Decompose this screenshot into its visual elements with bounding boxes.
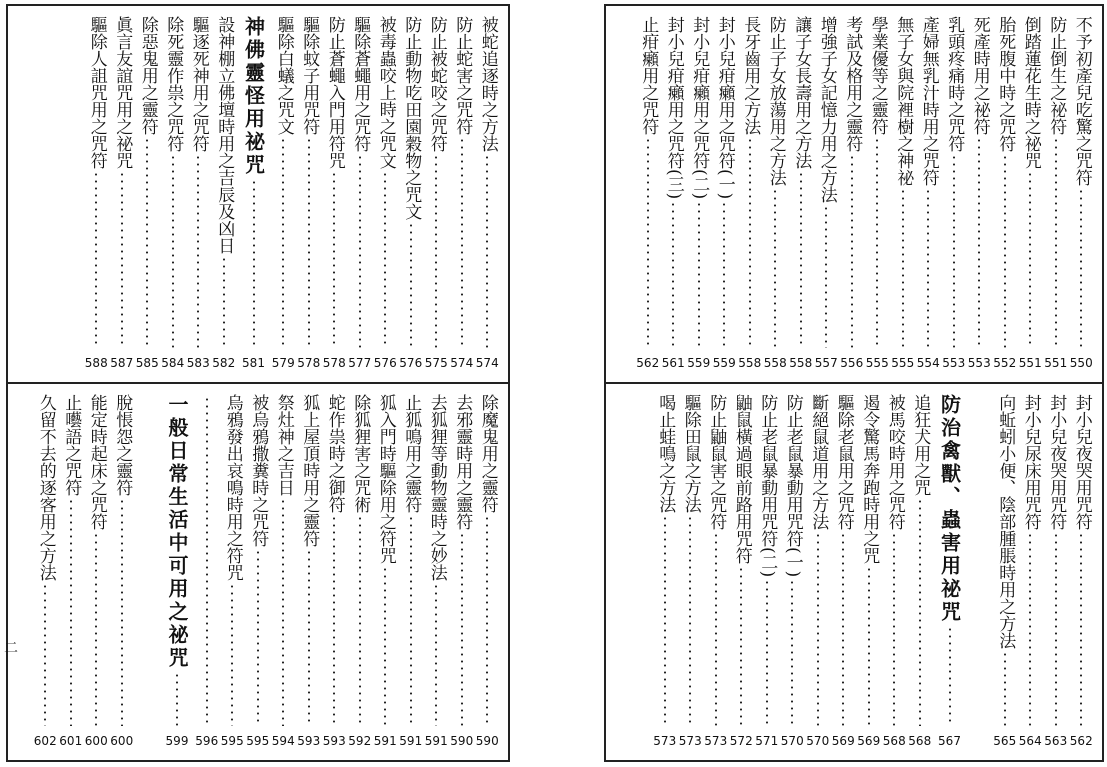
- entry-title: 增強子女記憶力用之方法: [816, 16, 837, 203]
- section-title: 一般日常生活中可用之祕咒: [165, 394, 189, 670]
- left-page: [0, 0, 520, 767]
- toc-entry: [271, 16, 297, 374]
- toc-entry: [220, 394, 246, 752]
- page-number: 552: [993, 356, 1017, 370]
- page-number: 584: [161, 356, 185, 370]
- page-number: 567: [938, 734, 961, 748]
- toc-entry: [967, 394, 993, 752]
- dot-leader: [461, 137, 463, 348]
- page-number: 600: [110, 734, 134, 748]
- page-number: 558: [789, 356, 813, 370]
- entry-title: 封小兒尿床用咒符: [1020, 394, 1041, 530]
- page-number: 600: [84, 734, 108, 748]
- entry-title: 能定時起床之咒符: [86, 394, 107, 530]
- page-number: 562: [1069, 734, 1093, 748]
- entry-title: 被馬咬時用之咒符: [884, 394, 905, 530]
- page-number: 558: [738, 356, 762, 370]
- dot-leader: [647, 137, 649, 348]
- section-heading: [237, 16, 271, 374]
- page-number: 568: [908, 734, 932, 748]
- page-number: 573: [653, 734, 677, 748]
- dot-leader: [435, 154, 437, 348]
- page-number: 568: [882, 734, 906, 748]
- dot-leader: [868, 566, 870, 726]
- entry-title: 去狐狸等動物靈時之妙法: [426, 394, 447, 581]
- entry-title: 產婦無乳汁時用之咒符: [918, 16, 939, 186]
- toc-columns: [18, 394, 500, 752]
- dot-leader: [800, 171, 802, 348]
- dot-leader: [384, 566, 386, 726]
- toc-entry: [856, 394, 882, 752]
- dot-leader: [1004, 154, 1006, 348]
- page-number: 573: [704, 734, 728, 748]
- entry-title: 驅除蒼蠅用之咒符: [350, 16, 371, 152]
- dot-leader: [919, 498, 921, 726]
- page-number: 570: [780, 734, 804, 748]
- dot-leader: [231, 583, 233, 726]
- entry-title: 追狂犬用之咒: [910, 394, 931, 496]
- dot-leader: [223, 256, 225, 348]
- page-number: 557: [814, 356, 838, 370]
- entry-title: 驅除田鼠之方法: [680, 394, 701, 513]
- dot-leader: [253, 179, 255, 348]
- page-number: 554: [916, 356, 940, 370]
- dot-leader: [876, 137, 878, 348]
- page-number: 591: [373, 734, 397, 748]
- entry-title: 死產時用之祕符: [969, 16, 990, 135]
- dot-leader: [902, 188, 904, 348]
- entry-title: 封小兒夜哭用咒符: [1071, 394, 1092, 530]
- page-number: 572: [729, 734, 753, 748]
- toc-entry: [475, 16, 501, 374]
- page-number: 564: [1018, 734, 1042, 748]
- dot-leader: [774, 188, 776, 348]
- dot-leader: [121, 498, 123, 726]
- toc-entry: [424, 16, 450, 374]
- toc-entry: [865, 16, 891, 374]
- entry-title: 防止鼬鼠害之咒符: [706, 394, 727, 530]
- page-number: 561: [661, 356, 685, 370]
- entry-title: 狐上屋頂時用之靈符: [299, 394, 320, 547]
- dot-leader: [486, 515, 488, 726]
- dot-leader: [715, 532, 717, 726]
- dot-leader: [817, 532, 819, 726]
- dot-leader: [410, 515, 412, 726]
- entry-title: 斷絕鼠道用之方法: [808, 394, 829, 530]
- entry-title: 防止蒼蠅入門用符咒: [324, 16, 345, 169]
- dot-leader: [825, 205, 827, 348]
- entry-title: 蛇作祟時之御符: [324, 394, 345, 513]
- entry-title: 倒踏蓮花生時之祕咒: [1020, 16, 1041, 169]
- right-bottom-panel: [606, 384, 1102, 758]
- toc-entry: [992, 16, 1018, 374]
- page-number: 594: [271, 734, 295, 748]
- page-number: 593: [297, 734, 321, 748]
- dot-leader: [121, 171, 123, 348]
- page-number: 574: [450, 356, 474, 370]
- entry-title: 驅逐死神用之咒符: [188, 16, 209, 152]
- entry-title: 防止動物吃田園穀物之咒文: [401, 16, 422, 220]
- dot-leader: [953, 154, 955, 348]
- dot-leader: [740, 566, 742, 726]
- toc-entry: [831, 394, 857, 752]
- entry-title: 脫悵怨之靈符: [112, 394, 133, 496]
- toc-entry: [347, 16, 373, 374]
- dot-leader: [1055, 532, 1057, 726]
- toc-entry: [678, 394, 704, 752]
- toc-entry: [754, 394, 780, 752]
- toc-entry: [135, 394, 161, 752]
- page-number: 574: [475, 356, 499, 370]
- entry-title: 驅除白蟻之咒文: [273, 16, 294, 135]
- page-number: 579: [271, 356, 295, 370]
- page-number: 553: [942, 356, 966, 370]
- toc-entry: [322, 394, 348, 752]
- toc-entry: [814, 16, 840, 374]
- entry-title: 學業優等之靈符: [867, 16, 888, 135]
- dot-leader: [176, 672, 178, 726]
- toc-entry: [109, 16, 135, 374]
- toc-entry: [652, 394, 678, 752]
- entry-title: 除死靈作祟之咒符: [163, 16, 184, 152]
- entry-title: 封小兒疳癩用之咒符(三): [663, 16, 684, 200]
- page-number: 575: [424, 356, 448, 370]
- toc-entry: [916, 16, 942, 374]
- toc-entry: [712, 16, 738, 374]
- page-number: 555: [865, 356, 889, 370]
- entry-title: 久留不去的逐客用之方法: [35, 394, 56, 581]
- page-number: 585: [135, 356, 159, 370]
- dot-leader: [927, 188, 929, 348]
- page-number: 577: [348, 356, 372, 370]
- toc-entry: [398, 394, 424, 752]
- entry-title: 除魔鬼用之靈符: [477, 394, 498, 513]
- dot-leader: [333, 515, 335, 726]
- page-number: 590: [475, 734, 499, 748]
- toc-entry: [992, 394, 1018, 752]
- toc-columns: [616, 394, 1094, 752]
- page-number: 571: [755, 734, 779, 748]
- toc-entry: [1043, 16, 1069, 374]
- page-number: 588: [84, 356, 108, 370]
- dot-leader: [197, 154, 199, 348]
- entry-title: 被烏鴉撒糞時之咒符: [248, 394, 269, 547]
- dot-leader: [172, 154, 174, 348]
- toc-entry: [907, 394, 933, 752]
- entry-title: 除狐狸害之咒術: [350, 394, 371, 513]
- dot-leader: [893, 532, 895, 726]
- page-number: 562: [636, 356, 660, 370]
- entry-title: 乳頭疼痛時之咒符: [944, 16, 965, 152]
- dot-leader: [206, 396, 208, 726]
- page-number: 559: [712, 356, 736, 370]
- entry-title: 驅除蚊子用咒符: [299, 16, 320, 135]
- section-heading: [933, 394, 967, 752]
- right-page: [600, 0, 1107, 767]
- dot-leader: [486, 154, 488, 348]
- dot-leader: [359, 515, 361, 726]
- section-title: 防治禽獸、蟲害用祕咒: [937, 394, 962, 624]
- page-number: 576: [373, 356, 397, 370]
- toc-entry: [211, 16, 237, 374]
- page-number: 582: [212, 356, 236, 370]
- entry-title: 讓子女長壽用之方法: [791, 16, 812, 169]
- dot-leader: [461, 532, 463, 726]
- toc-entry: [449, 16, 475, 374]
- entry-title: 狐入門時驅除用之符咒: [375, 394, 396, 564]
- entry-title: 封小兒夜哭用咒符: [1046, 394, 1067, 530]
- page-number: 563: [1044, 734, 1068, 748]
- toc-entry: [780, 394, 806, 752]
- dot-leader: [723, 201, 725, 348]
- entry-title: 除惡鬼用之靈符: [137, 16, 158, 135]
- page-number: 599: [165, 734, 189, 748]
- dot-leader: [308, 137, 310, 348]
- toc-entry: [424, 394, 450, 752]
- dot-leader: [791, 579, 793, 726]
- toc-entry: [160, 16, 186, 374]
- toc-entry: [84, 16, 110, 374]
- toc-entry: [788, 16, 814, 374]
- page-number: 576: [399, 356, 423, 370]
- entry-title: 封小兒疳癩用之咒符(一): [714, 16, 735, 200]
- entry-title: 防止被蛇咬之咒符: [426, 16, 447, 152]
- dot-leader: [842, 532, 844, 726]
- edge-mark: 二: [2, 640, 18, 654]
- entry-title: 遏令驚馬奔跑時用之咒: [859, 394, 880, 564]
- toc-entry: [398, 16, 424, 374]
- dot-leader: [435, 583, 437, 726]
- entry-title: 防止蛇害之咒符: [452, 16, 473, 135]
- entry-title: 驅除人詛咒用之咒符: [86, 16, 107, 169]
- entry-title: 被毒蟲咬上時之咒文: [375, 16, 396, 169]
- page-number: 601: [59, 734, 83, 748]
- page-number: 558: [763, 356, 787, 370]
- entry-title: 止疳癩用之咒符: [638, 16, 659, 135]
- book-gutter: [520, 0, 600, 767]
- toc-entry: [729, 394, 755, 752]
- entry-title: 向蚯蚓小便、陰部腫脹時用之方法: [995, 394, 1016, 649]
- entry-title: 祭灶神之吉日: [273, 394, 294, 496]
- dot-leader: [749, 137, 751, 348]
- page-number: 595: [220, 734, 244, 748]
- toc-entry: [1018, 394, 1044, 752]
- toc-entry: [373, 394, 399, 752]
- page-number: 581: [242, 356, 265, 370]
- dot-leader: [282, 137, 284, 348]
- page-number: 569: [831, 734, 855, 748]
- page-number: 593: [322, 734, 346, 748]
- dot-leader: [95, 171, 97, 348]
- dot-leader: [359, 154, 361, 348]
- toc-entry: [84, 394, 110, 752]
- toc-entry: [967, 16, 993, 374]
- dot-leader: [308, 549, 310, 726]
- left-bottom-panel: [8, 384, 508, 758]
- toc-entry: [941, 16, 967, 374]
- dot-leader: [44, 583, 46, 726]
- page-number: 595: [246, 734, 270, 748]
- dot-leader: [410, 222, 412, 348]
- page-number: 570: [806, 734, 830, 748]
- page-number: 587: [110, 356, 134, 370]
- dot-leader: [664, 515, 666, 726]
- toc-entry: [271, 394, 297, 752]
- page-number: 602: [33, 734, 57, 748]
- dot-leader: [766, 579, 768, 726]
- dot-leader: [146, 137, 148, 348]
- toc-entry: [109, 394, 135, 752]
- dot-leader: [698, 201, 700, 348]
- toc-entry: [1069, 394, 1095, 752]
- page-number: 596: [195, 734, 219, 748]
- page-number: 590: [450, 734, 474, 748]
- entry-title: 不予初產兒吃驚之咒符: [1071, 16, 1092, 186]
- toc-entry: [805, 394, 831, 752]
- toc-entry: [737, 16, 763, 374]
- dot-leader: [333, 171, 335, 348]
- toc-entry: [135, 16, 161, 374]
- entry-title: 考試及格用之靈符: [842, 16, 863, 152]
- entry-title: 去邪靈時用之靈符: [452, 394, 473, 530]
- right-top-panel: [606, 6, 1102, 380]
- toc-entry: [475, 394, 501, 752]
- entry-title: 設神棚立佛壇時用之吉辰及凶日: [214, 16, 235, 254]
- entry-title: 長牙齒用之方法: [740, 16, 761, 135]
- entry-title: 止囈語之咒符: [61, 394, 82, 496]
- toc-entry: [58, 394, 84, 752]
- toc-entry: [1043, 394, 1069, 752]
- section-heading: [160, 394, 194, 752]
- section-title: 神佛靈怪用祕咒: [241, 16, 266, 177]
- entry-title: 眞言友誼咒用之祕咒: [112, 16, 133, 169]
- page-number: 578: [322, 356, 346, 370]
- toc-entry: [373, 16, 399, 374]
- toc-entry: [1018, 16, 1044, 374]
- dot-leader: [672, 201, 674, 348]
- toc-entry: [763, 16, 789, 374]
- page-number: 583: [186, 356, 210, 370]
- dot-leader: [949, 626, 951, 726]
- page-number: 551: [1044, 356, 1068, 370]
- page-number: 569: [857, 734, 881, 748]
- dot-leader: [257, 549, 259, 726]
- dot-leader: [1080, 188, 1082, 348]
- entry-title: 防止倒生之祕符: [1046, 16, 1067, 135]
- toc-entry: [661, 16, 687, 374]
- dot-leader: [384, 171, 386, 348]
- entry-title: 被蛇追逐時之方法: [477, 16, 498, 152]
- toc-entry: [882, 394, 908, 752]
- page-number: 565: [993, 734, 1017, 748]
- entry-title: 喝止蛙鳴之方法: [655, 394, 676, 513]
- dot-leader: [1004, 651, 1006, 726]
- right-page-frame: [604, 4, 1104, 762]
- dot-leader: [978, 137, 980, 348]
- toc-entry: [686, 16, 712, 374]
- dot-leader: [1055, 137, 1057, 348]
- toc-entry: [296, 16, 322, 374]
- toc-columns: [616, 16, 1094, 374]
- toc-columns: [18, 16, 500, 374]
- page-number: 559: [687, 356, 711, 370]
- dot-leader: [1029, 532, 1031, 726]
- page-number: 591: [424, 734, 448, 748]
- toc-entry: [194, 394, 220, 752]
- entry-title: 封小兒疳癩用之咒符(二): [689, 16, 710, 200]
- entry-title: 防止老鼠暴動用咒符(二): [757, 394, 778, 578]
- toc-entry: [1069, 16, 1095, 374]
- page-number: 553: [967, 356, 991, 370]
- page-number: 592: [348, 734, 372, 748]
- left-top-panel: [8, 6, 508, 380]
- toc-entry: [890, 16, 916, 374]
- left-page-frame: [6, 4, 510, 762]
- page-number: 556: [840, 356, 864, 370]
- dot-leader: [70, 498, 72, 726]
- page-number: 578: [297, 356, 321, 370]
- toc-entry: [296, 394, 322, 752]
- toc-entry: [839, 16, 865, 374]
- toc-entry: [635, 16, 661, 374]
- entry-title: 鼬鼠橫過眼前路用咒符: [731, 394, 752, 564]
- dot-leader: [851, 154, 853, 348]
- dot-leader: [1029, 171, 1031, 348]
- page-number: 550: [1069, 356, 1093, 370]
- toc-entry: [322, 16, 348, 374]
- toc-entry: [186, 16, 212, 374]
- toc-entry: [449, 394, 475, 752]
- entry-title: 防止老鼠暴動用咒符(一): [782, 394, 803, 578]
- toc-entry: [347, 394, 373, 752]
- entry-title: 烏鴉發出哀鳴時用之符咒: [222, 394, 243, 581]
- toc-entry: [245, 394, 271, 752]
- entry-title: 胎死腹中時之咒符: [995, 16, 1016, 152]
- page-number: 551: [1018, 356, 1042, 370]
- entry-title: 防止子女放蕩用之方法: [765, 16, 786, 186]
- entry-title: 無子女與院裡樹之神祕: [893, 16, 914, 186]
- page-number: 591: [399, 734, 423, 748]
- dot-leader: [282, 498, 284, 726]
- entry-title: 止狐鳴用之靈符: [401, 394, 422, 513]
- dot-leader: [689, 515, 691, 726]
- page-number: 555: [891, 356, 915, 370]
- page-number: 573: [678, 734, 702, 748]
- toc-entry: [703, 394, 729, 752]
- toc-entry: [33, 394, 59, 752]
- dot-leader: [95, 532, 97, 726]
- dot-leader: [1080, 532, 1082, 726]
- entry-title: 驅除老鼠用之咒符: [833, 394, 854, 530]
